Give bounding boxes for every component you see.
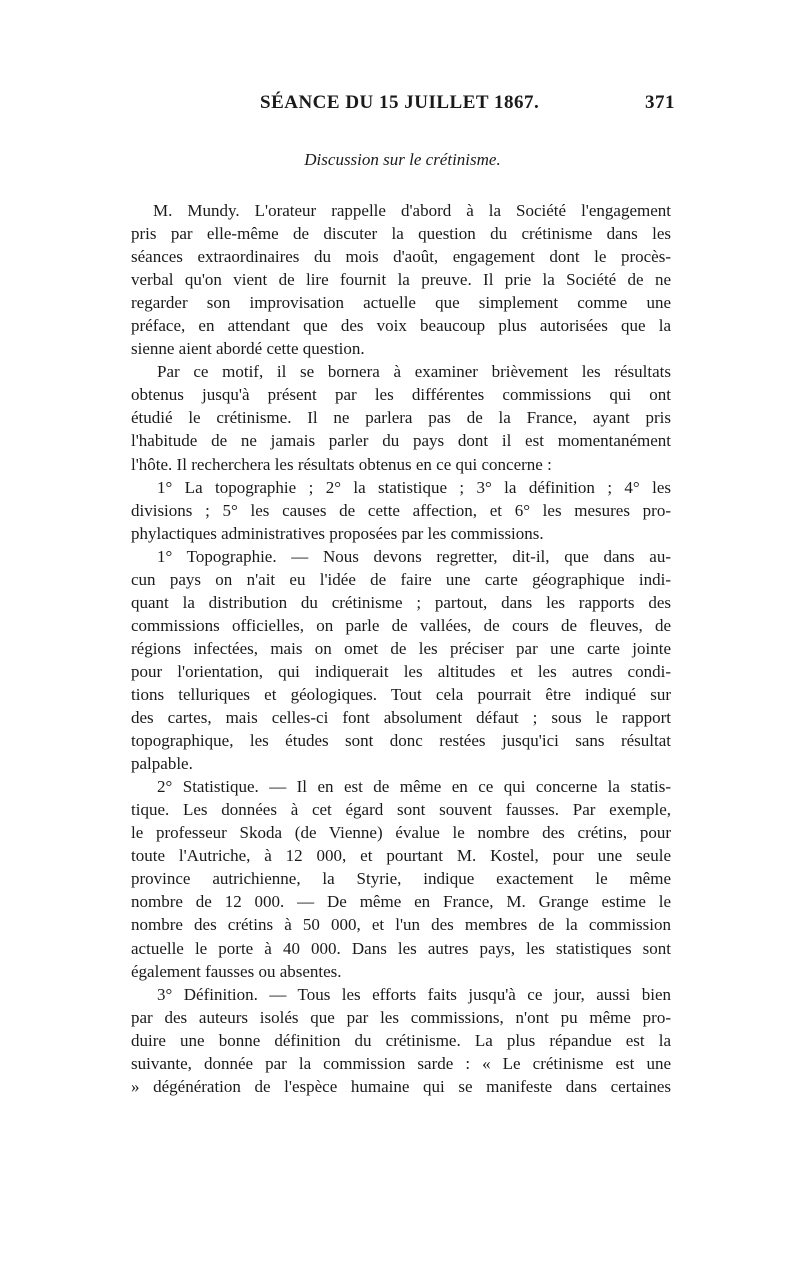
text-line: province autrichienne, la Styrie, indique exactement le même	[131, 869, 671, 889]
text-line: actuelle le porte à 40 000. Dans les autres pays, les statistiques sont	[131, 938, 671, 958]
section-title: Discussion sur le crétinisme.	[304, 150, 501, 169]
text-line: » dégénération de l'espèce humaine qui se manifeste dans certaines	[131, 1076, 671, 1096]
text-line: par des auteurs isolés que par les commissions, n'ont pu même pro-	[131, 1007, 671, 1027]
text-line: préface, en attendant que des voix beaucoup plus autorisées que la	[131, 316, 671, 336]
text-line: tions telluriques et géologiques. Tout cela pourrait être indiqué sur	[131, 684, 671, 704]
text-line: toute l'Autriche, à 12 000, et pourtant M. Kostel, pour une seule	[131, 846, 671, 866]
text-line: suivante, donnée par la commission sarde : « Le crétinisme est une	[131, 1053, 671, 1073]
text-line: quant la distribution du crétinisme ; partout, dans les rapports des	[131, 592, 671, 612]
text-line: 1° Topographie. — Nous devons regretter, dit-il, que dans au-	[157, 546, 671, 566]
running-title: SÉANCE DU 15 JUILLET 1867.	[260, 92, 540, 113]
text-line: commissions officielles, on parle de vallées, de cours de fleuves, de	[131, 615, 671, 635]
text-line: l'habitude de ne jamais parler du pays dont il est momentanément	[131, 431, 671, 451]
text-line: nombre de 12 000. — De même en France, M. Grange estime le	[131, 892, 671, 912]
text-line: étudié le crétinisme. Il ne parlera pas de la France, ayant pris	[131, 408, 671, 428]
body-text	[131, 199, 671, 1098]
text-line: également fausses ou absentes.	[131, 961, 342, 981]
text-line: Par ce motif, il se bornera à examiner brièvement les résultats	[157, 362, 671, 382]
running-head	[130, 92, 675, 120]
text-line: palpable.	[131, 754, 193, 774]
text-line: topographique, les études sont donc restées jusqu'ici sans résultat	[131, 731, 671, 751]
text-line: régions infectées, mais on omet de les préciser par une carte jointe	[131, 638, 671, 658]
text-line: l'hôte. Il recherchera les résultats obtenus en ce qui concerne :	[131, 454, 552, 474]
page-number: 371	[645, 92, 675, 113]
text-line: pris par elle-même de discuter la question du crétinisme dans les	[131, 224, 671, 244]
text-line: tique. Les données à cet égard sont souvent fausses. Par exemple,	[131, 800, 671, 820]
text-line: divisions ; 5° les causes de cette affection, et 6° les mesures pro-	[131, 500, 671, 520]
text-line: phylactiques administratives proposées par les commissions.	[131, 523, 544, 543]
text-line: 1° La topographie ; 2° la statistique ; 3° la définition ; 4° les	[157, 477, 671, 497]
text-line: verbal qu'on vient de lire fournit la preuve. Il prie la Société de ne	[131, 270, 671, 290]
text-line: duire une bonne définition du crétinisme. La plus répandue est la	[131, 1030, 671, 1050]
text-line: obtenus jusqu'à présent par les différentes commissions qui ont	[131, 385, 671, 405]
text-line: M. Mundy. L'orateur rappelle d'abord à la Société l'engagement	[153, 201, 671, 220]
text-line: nombre des crétins à 50 000, et l'un des membres de la commission	[131, 915, 671, 935]
text-line: le professeur Skoda (de Vienne) évalue le nombre des crétins, pour	[131, 823, 671, 843]
text-line: 3° Définition. — Tous les efforts faits jusqu'à ce jour, aussi bien	[157, 984, 671, 1004]
text-line: séances extraordinaires du mois d'août, engagement dont le procès-	[131, 247, 671, 267]
text-line: 2° Statistique. — Il en est de même en ce qui concerne la statis-	[157, 777, 671, 797]
text-line: sienne aient abordé cette question.	[131, 339, 365, 359]
text-line: cun pays on n'ait eu l'idée de faire une carte géographique indi-	[131, 569, 671, 589]
text-line: des cartes, mais celles-ci font absolument défaut ; sous le rapport	[131, 708, 671, 728]
text-line: pour l'orientation, qui indiquerait les altitudes et les autres condi-	[131, 661, 671, 681]
text-line: regarder son improvisation actuelle que simplement comme une	[131, 293, 671, 313]
